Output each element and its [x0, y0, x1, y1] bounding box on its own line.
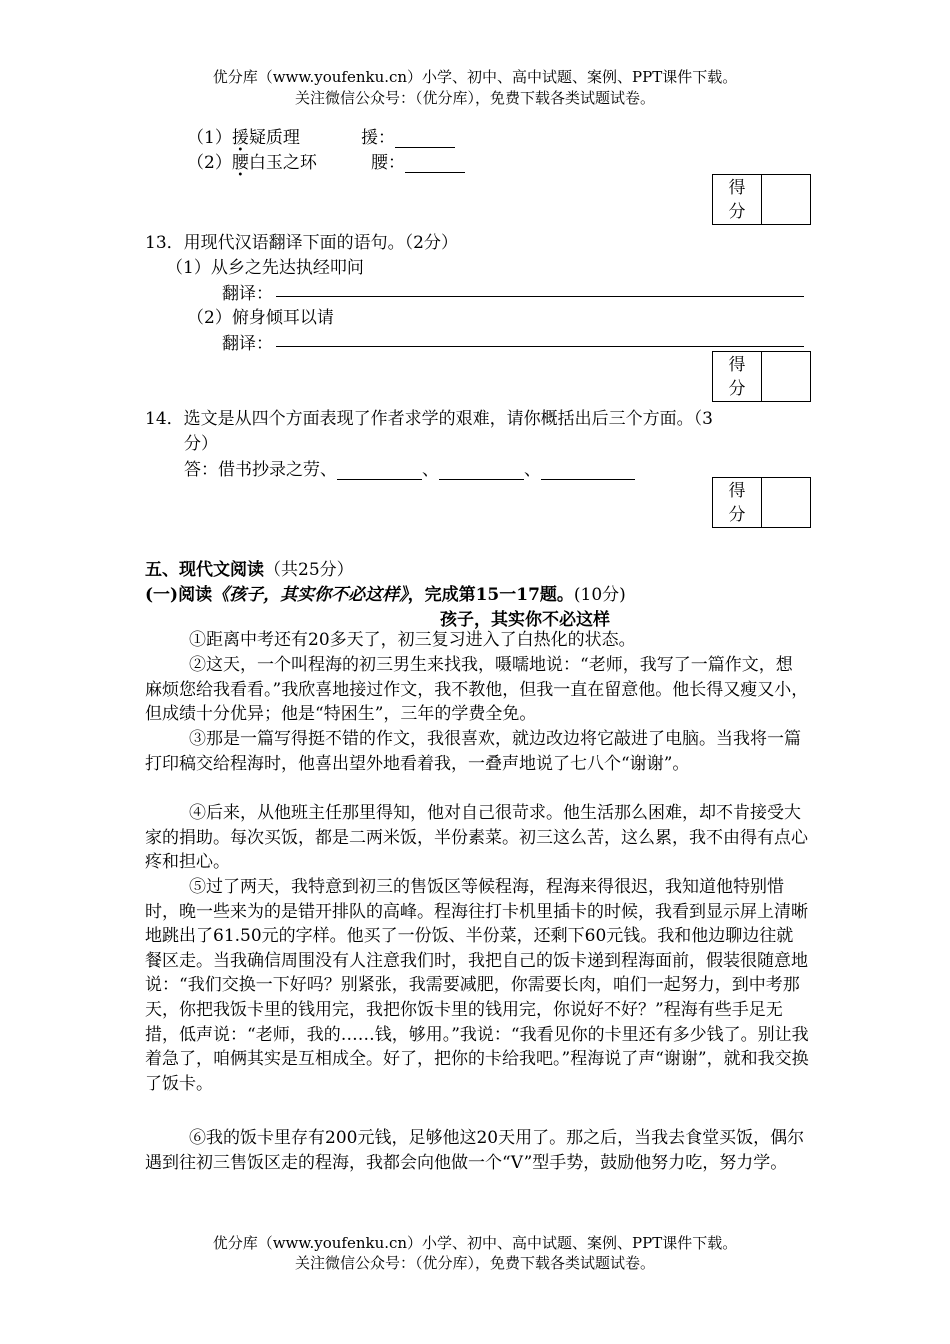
q14-separator: 、 — [422, 460, 439, 480]
q14-answer-prefix: 答：借书抄录之劳、 — [184, 460, 337, 480]
q14-blank-2[interactable] — [439, 461, 524, 480]
q12-item-1-text: 疑质理 — [248, 128, 300, 148]
score-box-1 — [712, 174, 811, 225]
q12-answer-1-label: 援： — [361, 128, 395, 148]
score-value-cell[interactable] — [762, 478, 811, 528]
q12-item-2 — [187, 148, 317, 173]
article-paragraph-5: ⑤过了两天，我特意到初三的售饭区等候程海，程海来得很迟，我知道他特别惜时，晚一些来为的是错开排队的高峰。程海往打卡机里插卡的时候，我看到显示屏上清晰地跳出了61.50元的字样。他买了一份饭、半份菜，还剩下60元钱。我和他边聊边往就餐区走。当我确信周围没有人注意我们时，我把自己的饭卡递到程海面前，假装很随意地说：“我们交换一下好吗？别紧张，我需要减肥，你需要长肉，咱们一起努力，到中考那天，你把我饭卡里的钱用完，我把你饭卡里的钱用完，你说好不好？”程海有些手足无措，低声说：“老师，我的……钱，够用。”我说：“我看见你的卡里还有多少钱了。别让我着急了，咱俩其实是互相成全。好了，把你的卡给我吧。”程海说了声“谢谢”，就和我交换了饭卡。 — [145, 877, 809, 1094]
section-5-subheading — [145, 580, 626, 605]
section-5-heading-points: （共25分） — [264, 560, 354, 580]
q14-blank-3[interactable] — [541, 461, 635, 480]
q12-answer-1-blank[interactable] — [395, 129, 455, 148]
article-title: 孩子，其实你不必这样 — [440, 610, 610, 630]
subheading-prefix: (一)阅读 — [145, 585, 213, 605]
score-value-cell[interactable] — [762, 175, 811, 225]
section-5-heading — [145, 555, 354, 580]
q13-translate-label-2: 翻译： — [222, 334, 273, 354]
footer-line-2: 关注微信公众号：（优分库），免费下载各类试题试卷。 — [294, 1254, 655, 1272]
q12-answer-2-blank[interactable] — [405, 154, 465, 173]
subheading-title: 《孩子，其实你不必这样》 — [212, 585, 408, 605]
q12-answer-2 — [371, 148, 465, 173]
header-line-2: 关注微信公众号：（优分库），免费下载各类试题试卷。 — [294, 89, 655, 107]
article-paragraph-1: ①距离中考还有20多天了，初三复习进入了白热化的状态。 — [189, 630, 636, 650]
subheading-points: (10分) — [573, 585, 626, 605]
q12-item-2-dotted-char: 腰 — [231, 153, 249, 173]
q14-title-line-2: 分） — [184, 434, 218, 454]
header-line-1: 优分库（www.youfenku.cn）小学、初中、高中试题、案例、PPT课件下载。 — [212, 68, 738, 86]
footer-line-1: 优分库（www.youfenku.cn）小学、初中、高中试题、案例、PPT课件下载。 — [212, 1234, 738, 1252]
q12-item-2-text: 白玉之环 — [248, 153, 317, 173]
q12-item-1-dotted-char: 援 — [231, 128, 249, 148]
score-label-cell: 得 分 — [713, 352, 762, 402]
q13-sentence-2: （2）俯身倾耳以请 — [187, 308, 334, 328]
score-box-2 — [712, 351, 811, 402]
q12-item-2-num: （2） — [187, 153, 232, 173]
article-paragraph-4: ④后来，从他班主任那里得知，他对自己很苛求。他生活那么困难，却不肯接受大家的捐助。每次买饭，都是二两米饭，半份素菜。初三这么苦，这么累，我不由得有点心疼和担心。 — [145, 803, 808, 873]
q13-title: 13．用现代汉语翻译下面的语句。（2分） — [145, 233, 458, 253]
q14-separator: 、 — [524, 460, 541, 480]
score-box-3 — [712, 477, 811, 528]
article-paragraph-3: ③那是一篇写得挺不错的作文，我很喜欢，就边改边将它敲进了电脑。当我将一篇打印稿交给程海时，他喜出望外地看着我，一叠声地说了七八个“谢谢”。 — [145, 729, 801, 774]
subheading-rest: ，完成第15一17题。 — [407, 585, 574, 605]
q13-translate-label-1: 翻译： — [222, 284, 273, 304]
q14-answer — [184, 455, 635, 480]
q13-answer-line-1[interactable] — [276, 296, 804, 297]
q13-sentence-1: （1）从乡之先达执经叩问 — [166, 258, 364, 278]
q14-blank-1[interactable] — [337, 461, 422, 480]
q14-title-line-1: 14．选文是从四个方面表现了作者求学的艰难，请你概括出后三个方面。（3 — [145, 409, 713, 429]
article-paragraph-6: ⑥我的饭卡里存有200元钱，足够他这20天用了。那之后，当我去食堂买饭，偶尔遇到往初三售饭区走的程海，我都会向他做一个“V”型手势，鼓励他努力吃，努力学。 — [145, 1128, 805, 1173]
section-5-heading-bold: 五、现代文阅读 — [145, 560, 264, 580]
q12-answer-1 — [361, 123, 455, 148]
article-paragraph-2: ②这天，一个叫程海的初三男生来找我，嗫嚅地说：“老师，我写了一篇作文，想麻烦您给我看看。”我欣喜地接过作文，我不教他，但我一直在留意他。他长得又瘦又小，但成绩十分优异；他是“特困生”，三年的学费全免。 — [145, 655, 809, 725]
q12-answer-2-label: 腰： — [371, 153, 405, 173]
score-value-cell[interactable] — [762, 352, 811, 402]
q12-item-1-num: （1） — [187, 128, 232, 148]
q13-answer-line-2[interactable] — [276, 346, 804, 347]
score-label-cell: 得 分 — [713, 175, 762, 225]
score-label-cell: 得 分 — [713, 478, 762, 528]
q12-item-1 — [187, 123, 300, 148]
